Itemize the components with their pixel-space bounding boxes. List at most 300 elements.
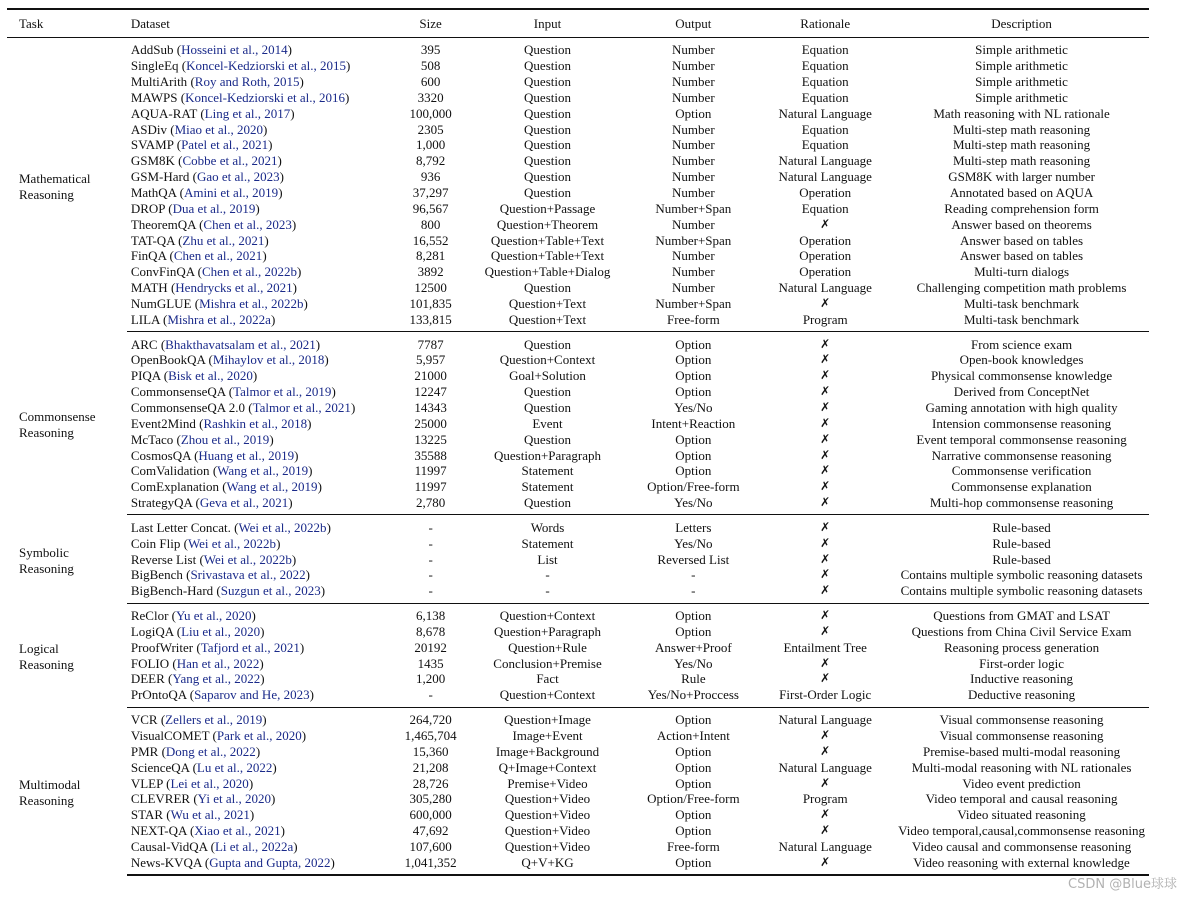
input-cell: Question (465, 495, 631, 515)
citation-link[interactable]: Xiao et al., 2021 (194, 823, 281, 839)
dataset-cell: CommonsenseQA (Talmor et al., 2019) (130, 384, 336, 400)
dataset-name: VLEP (130, 775, 163, 791)
input-cell: Goal+Solution (509, 368, 586, 384)
table-row (7, 105, 1149, 121)
output-cell: Option (675, 463, 712, 479)
rationale-cell: ✗ (820, 519, 831, 534)
citation-link[interactable]: Chen et al., 2021 (173, 248, 263, 264)
dataset-name: MATH (130, 280, 168, 296)
task-group-label: Commonsense Reasoning (19, 409, 96, 441)
table-row (7, 169, 1149, 185)
table-row (7, 264, 1149, 280)
input-cell: Statement (521, 463, 574, 479)
input-cell: Question (524, 336, 571, 352)
description-cell: Math reasoning with NL rationale (933, 105, 1110, 121)
table-row (7, 759, 1149, 775)
citation-link[interactable]: Koncel-Kedziorski et al., 2015 (186, 58, 347, 74)
output-cell: Number (672, 216, 715, 232)
description-cell: Questions from GMAT and LSAT (933, 608, 1110, 624)
dataset-cell: CommonsenseQA 2.0 (Talmor et al., 2021) (130, 399, 356, 415)
size-cell: 96,567 (412, 200, 449, 216)
output-cell: Number+Span (655, 200, 732, 216)
output-cell: Yes/No (674, 655, 713, 671)
table-row (7, 551, 1149, 567)
input-cell: Question+Rule (508, 639, 587, 655)
task-group-label: Mathematical Reasoning (19, 170, 91, 202)
size-cell: 1435 (417, 655, 444, 671)
rationale-cell: ✗ (820, 431, 831, 446)
description-cell: Commonsense explanation (951, 479, 1092, 495)
dataset-name: TAT-QA (130, 232, 175, 248)
dataset-cell: MultiArith (Roy and Roth, 2015) (130, 74, 304, 90)
citation-link[interactable]: Dong et al., 2022 (165, 743, 256, 759)
citation-link[interactable]: Wang et al., 2019 (226, 479, 318, 495)
input-cell: Question+Context (499, 352, 596, 368)
citation-link[interactable]: Yu et al., 2020 (176, 608, 252, 624)
rationale-cell: Operation (799, 248, 852, 264)
rationale-cell: ✗ (820, 415, 831, 430)
output-cell: Option (675, 384, 712, 400)
output-cell: Number (672, 280, 715, 296)
input-cell: Image+Event (512, 728, 583, 744)
description-cell: Video situated reasoning (957, 807, 1086, 823)
description-cell: Open-book knowledges (959, 352, 1084, 368)
output-cell: Yes/No (674, 535, 713, 551)
output-cell: Intent+Reaction (651, 415, 736, 431)
dataset-cell: Reverse List (Wei et al., 2022b) (130, 551, 297, 567)
dataset-cell: DEER (Yang et al., 2022) (130, 671, 265, 687)
citation-link[interactable]: Wei et al., 2022b (187, 535, 277, 551)
output-cell: - (691, 567, 696, 583)
table-row (7, 447, 1149, 463)
description-cell: Simple arithmetic (975, 42, 1068, 58)
dataset-cell: BigBench (Srivastava et al., 2022) (130, 567, 310, 583)
output-cell: Option/Free-form (647, 479, 740, 495)
rationale-cell: ✗ (820, 743, 831, 758)
input-cell: Question (524, 105, 571, 121)
output-cell: Number (672, 248, 715, 264)
rationale-cell: ✗ (820, 368, 831, 383)
task-group-label: Multimodal Reasoning (19, 777, 81, 809)
output-cell: Option (675, 623, 712, 639)
citation-link[interactable]: Talmor et al., 2019 (233, 384, 332, 400)
citation-link[interactable]: Wu et al., 2021 (170, 807, 250, 823)
dataset-cell: PMR (Dong et al., 2022) (130, 743, 261, 759)
task-group-label: Symbolic Reasoning (19, 545, 74, 577)
citation-link[interactable]: Roy and Roth, 2015 (194, 74, 300, 90)
table-row (7, 603, 1149, 623)
dataset-name: McTaco (130, 431, 174, 447)
dataset-cell: StrategyQA (Geva et al., 2021) (127, 495, 397, 515)
table-row (7, 431, 1149, 447)
table-row (7, 400, 1149, 416)
rationale-cell: ✗ (820, 384, 831, 399)
citation-link[interactable]: Amini et al., 2019 (183, 185, 279, 201)
dataset-name: SVAMP (130, 137, 174, 153)
dataset-name: SingleEq (130, 58, 179, 74)
description-cell: Visual commonsense reasoning (939, 712, 1104, 728)
citation-link[interactable]: Tafjord et al., 2021 (200, 639, 300, 655)
rationale-cell: Natural Language (778, 105, 872, 121)
dataset-cell: ProofWriter (Tafjord et al., 2021) (130, 639, 305, 655)
citation-link[interactable]: Bhakthavatsalam et al., 2021 (165, 336, 316, 352)
dataset-name: BigBench-Hard (130, 583, 214, 599)
table-row (7, 311, 1149, 331)
dataset-name: FinQA (130, 248, 167, 264)
citation-link[interactable]: Zellers et al., 2019 (165, 712, 263, 728)
citation-link[interactable]: Koncel-Kedziorski et al., 2016 (185, 89, 346, 105)
output-cell: Action+Intent (656, 728, 730, 744)
rationale-cell: ✗ (820, 352, 831, 367)
dataset-cell: ReClor (Yu et al., 2020) (130, 608, 256, 624)
input-cell: Question+Context (499, 608, 596, 624)
citation-link[interactable]: Huang et al., 2019 (198, 447, 295, 463)
rationale-cell: ✗ (820, 655, 831, 670)
rationale-cell: Program (756, 311, 894, 331)
citation-link[interactable]: Mishra et al., 2022a (167, 311, 271, 327)
size-cell: 264,720 (409, 712, 452, 728)
output-cell: Option (675, 431, 712, 447)
citation-link[interactable]: Suzgun et al., 2023 (220, 583, 321, 599)
rationale-cell: Program (802, 791, 848, 807)
input-cell: Question (524, 74, 571, 90)
citation-link[interactable]: Li et al., 2022a (214, 838, 294, 854)
dataset-name: FOLIO (130, 655, 170, 671)
output-cell: Number+Span (655, 232, 732, 248)
table-row (7, 121, 1149, 137)
description-cell: Answer based on tables (960, 232, 1084, 248)
dataset-cell: News-KVQA (Gupta and Gupta, 2022) (127, 854, 397, 875)
description-cell: Simple arithmetic (975, 89, 1068, 105)
size-cell: 936 (420, 169, 441, 185)
description-cell: Deductive reasoning (894, 687, 1149, 707)
size-cell: - (428, 551, 433, 567)
input-cell: Question+Video (504, 823, 591, 839)
rationale-cell: ✗ (820, 479, 831, 494)
rationale-cell: ✗ (820, 216, 831, 231)
dataset-name: ConvFinQA (130, 264, 195, 280)
input-cell: - (545, 567, 550, 583)
input-cell: Question+Paragraph (494, 623, 601, 639)
size-cell: 1,041,352 (397, 854, 465, 875)
citation-link[interactable]: Lu et al., 2022 (196, 759, 273, 775)
rationale-cell: ✗ (820, 295, 831, 310)
citation-link[interactable]: Hendrycks et al., 2021 (175, 280, 293, 296)
rationale-cell: Natural Language (778, 838, 872, 854)
size-cell: - (397, 583, 465, 603)
dataset-name: PMR (130, 743, 159, 759)
input-cell: Question+Passage (499, 200, 596, 216)
size-cell: 11997 (414, 463, 447, 479)
input-cell: Question+Context (465, 687, 631, 707)
description-cell: Inductive reasoning (970, 671, 1073, 687)
dataset-cell: ComExplanation (Wang et al., 2019) (130, 479, 322, 495)
task-group-label: Logical Reasoning (19, 641, 74, 673)
description-cell: Multi-task benchmark (963, 295, 1080, 311)
output-cell: Option (675, 759, 712, 775)
dataset-name: CommonsenseQA (130, 384, 226, 400)
table-row (7, 185, 1149, 201)
size-cell: 2305 (417, 121, 444, 137)
citation-link[interactable]: Talmor et al., 2021 (252, 399, 351, 415)
output-cell: Option (675, 807, 712, 823)
output-cell: Number (672, 185, 715, 201)
table-row (7, 495, 1149, 515)
description-cell: Rule-based (992, 535, 1051, 551)
citation-link[interactable]: Rashkin et al., 2018 (203, 415, 308, 431)
header-description: Description (894, 9, 1149, 38)
citation-link[interactable]: Park et al., 2020 (216, 728, 302, 744)
dataset-table (7, 8, 1149, 876)
citation-link[interactable]: Cobbe et al., 2021 (182, 153, 278, 169)
output-cell: Answer+Proof (655, 639, 732, 655)
description-cell: Premise-based multi-modal reasoning (923, 743, 1121, 759)
rationale-cell: ✗ (820, 623, 831, 638)
size-cell: 800 (420, 216, 441, 232)
citation-link[interactable]: Dua et al., 2019 (172, 200, 256, 216)
size-cell: 3320 (417, 89, 444, 105)
size-cell: 12500 (414, 280, 447, 296)
header-task: Task (7, 9, 127, 38)
dataset-cell: NEXT-QA (Xiao et al., 2021) (130, 823, 285, 839)
dataset-cell: AddSub (Hosseini et al., 2014) (130, 42, 292, 58)
dataset-name: DROP (130, 200, 166, 216)
table-row (7, 791, 1149, 807)
rationale-cell: Operation (799, 264, 852, 280)
citation-link[interactable]: Mishra et al., 2022b (199, 295, 304, 311)
description-cell: First-order logic (979, 655, 1064, 671)
dataset-cell: ScienceQA (Lu et al., 2022) (130, 759, 277, 775)
input-cell: Question (524, 169, 571, 185)
description-cell: Multi-hop commonsense reasoning (894, 495, 1149, 515)
input-cell: Question (524, 42, 571, 58)
header-input: Input (465, 9, 631, 38)
output-cell: Free-form (667, 838, 720, 854)
citation-link[interactable]: Chen et al., 2022b (202, 264, 297, 280)
citation-link[interactable]: Yang et al., 2022 (172, 671, 261, 687)
dataset-name: TheoremQA (130, 216, 196, 232)
size-cell: 35588 (414, 447, 447, 463)
size-cell: 600 (420, 74, 441, 90)
dataset-cell: TheoremQA (Chen et al., 2023) (130, 216, 297, 232)
citation-link[interactable]: Saparov and He, 2023 (194, 687, 310, 703)
output-cell: Number+Span (655, 295, 732, 311)
size-cell: 1,000 (415, 137, 446, 153)
citation-link[interactable]: Patel et al., 2021 (181, 137, 269, 153)
rationale-cell: ✗ (820, 567, 831, 582)
input-cell: Question+Video (504, 838, 591, 854)
dataset-name: ASDiv (130, 121, 167, 137)
dataset-name: LILA (130, 311, 160, 327)
table-row (7, 707, 1149, 727)
dataset-name: Reverse List (130, 551, 197, 567)
size-cell: 21,208 (412, 759, 449, 775)
dataset-cell: CLEVRER (Yi et al., 2020) (130, 791, 276, 807)
citation-link[interactable]: Han et al., 2022 (176, 655, 260, 671)
table-row (7, 839, 1149, 855)
citation-link[interactable]: Wei et al., 2022b (238, 519, 327, 535)
size-cell: 11997 (414, 479, 447, 495)
rationale-cell: ✗ (820, 463, 831, 478)
output-cell: Letters (675, 519, 712, 535)
dataset-cell: Last Letter Concat. (Wei et al., 2022b) (130, 519, 331, 535)
output-cell: Option (675, 743, 712, 759)
dataset-cell: CosmosQA (Huang et al., 2019) (130, 447, 299, 463)
table-row (7, 515, 1149, 535)
description-cell: Challenging competition math problems (916, 280, 1127, 296)
input-cell: Question (524, 58, 571, 74)
table-row (7, 639, 1149, 655)
rationale-cell: First-Order Logic (756, 687, 894, 707)
dataset-name: AddSub (130, 42, 174, 58)
description-cell: Video reasoning with external knowledge (894, 854, 1149, 875)
output-cell: Number (672, 137, 715, 153)
citation-link[interactable]: Liu et al., 2020 (181, 623, 261, 639)
citation-link[interactable]: Geva et al., 2021 (199, 495, 289, 511)
dataset-cell: FOLIO (Han et al., 2022) (130, 655, 264, 671)
dataset-cell: TAT-QA (Zhu et al., 2021) (130, 232, 269, 248)
description-cell: Multi-step math reasoning (952, 121, 1091, 137)
citation-link[interactable]: Yi et al., 2020 (197, 791, 271, 807)
table-row (7, 352, 1149, 368)
input-cell: Question+Theorem (496, 216, 599, 232)
dataset-cell: Causal-VidQA (Li et al., 2022a) (130, 838, 298, 854)
dataset-name: Last Letter Concat. (130, 519, 231, 535)
input-cell: Question (524, 137, 571, 153)
rationale-cell: Entailment Tree (783, 639, 867, 655)
table-row (7, 232, 1149, 248)
dataset-cell: VisualCOMET (Park et al., 2020) (130, 728, 307, 744)
size-cell: 8,678 (415, 623, 446, 639)
citation-link[interactable]: Wei et al., 2022b (203, 551, 292, 567)
size-cell: - (428, 567, 433, 583)
citation-link[interactable]: Srivastava et al., 2022 (190, 567, 306, 583)
table-row (7, 248, 1149, 264)
table-row (7, 384, 1149, 400)
input-cell: Question+Text (465, 311, 631, 331)
size-cell: 7787 (417, 336, 444, 352)
description-cell: Video event prediction (962, 775, 1081, 791)
citation-link[interactable]: Bisk et al., 2020 (168, 368, 253, 384)
dataset-cell: MAWPS (Koncel-Kedziorski et al., 2016) (130, 89, 350, 105)
rationale-cell: ✗ (820, 535, 831, 550)
dataset-name: CommonsenseQA 2.0 (130, 399, 245, 415)
description-cell: Answer based on tables (960, 248, 1084, 264)
table-row (7, 216, 1149, 232)
input-cell: Question (524, 431, 571, 447)
output-cell: Number (672, 153, 715, 169)
dataset-name: Causal-VidQA (130, 838, 208, 854)
output-cell: Number (672, 169, 715, 185)
dataset-cell: Event2Mind (Rashkin et al., 2018) (130, 415, 312, 431)
input-cell: Question (524, 185, 571, 201)
table-row (7, 90, 1149, 106)
output-cell: Number (672, 264, 715, 280)
size-cell: 13225 (414, 431, 447, 447)
table-row (7, 687, 1149, 707)
description-cell: Reasoning process generation (943, 639, 1100, 655)
dataset-name: CosmosQA (130, 447, 191, 463)
citation-link[interactable]: Lei et al., 2020 (170, 775, 249, 791)
citation-link[interactable]: Chen et al., 2023 (203, 216, 292, 232)
citation-link[interactable]: Ling et al., 2017 (204, 105, 291, 121)
dataset-name: Event2Mind (130, 415, 196, 431)
output-cell: Option (630, 854, 756, 875)
output-cell: Option (675, 336, 712, 352)
table-row (7, 38, 1149, 58)
citation-link[interactable]: Zhu et al., 2021 (182, 232, 265, 248)
description-cell: Contains multiple symbolic reasoning datasets (900, 567, 1143, 583)
citation-link[interactable]: Gupta and Gupta, 2022 (209, 854, 331, 870)
description-cell: Derived from ConceptNet (953, 384, 1090, 400)
table-row (7, 479, 1149, 495)
size-cell: 395 (420, 42, 441, 58)
table-row (7, 153, 1149, 169)
description-cell: Questions from China Civil Service Exam (911, 623, 1132, 639)
rationale-cell: Equation (801, 58, 849, 74)
size-cell: 2,780 (397, 495, 465, 515)
dataset-cell: VLEP (Lei et al., 2020) (130, 775, 254, 791)
citation-link[interactable]: Mihaylov et al., 2018 (212, 352, 325, 368)
dataset-cell: NumGLUE (Mishra et al., 2022b) (130, 295, 308, 311)
description-cell: Multi-modal reasoning with NL rationales (911, 759, 1132, 775)
output-cell: Option (675, 447, 712, 463)
dataset-name: GSM8K (130, 153, 175, 169)
output-cell: Number (672, 89, 715, 105)
rationale-cell: Natural Language (778, 169, 872, 185)
input-cell: Statement (521, 479, 574, 495)
input-cell: Question+Video (504, 807, 591, 823)
input-cell: Q+V+KG (465, 854, 631, 875)
description-cell: Intension commonsense reasoning (932, 415, 1112, 431)
rationale-cell: ✗ (820, 336, 831, 351)
citation-link[interactable]: Hosseini et al., 2014 (181, 42, 288, 58)
dataset-name: Coin Flip (130, 535, 181, 551)
rationale-cell: Natural Language (778, 759, 872, 775)
size-cell: 1,465,704 (404, 728, 457, 744)
dataset-name: NEXT-QA (130, 823, 187, 839)
description-cell: Rule-based (992, 551, 1051, 567)
table-row (7, 200, 1149, 216)
input-cell: Question (524, 153, 571, 169)
citation-link[interactable]: Gao et al., 2023 (196, 169, 280, 185)
citation-link[interactable]: Miao et al., 2020 (174, 121, 264, 137)
rationale-cell: ✗ (820, 728, 831, 743)
dataset-cell: ConvFinQA (Chen et al., 2022b) (130, 264, 302, 280)
input-cell: List (537, 551, 558, 567)
rationale-cell: Equation (801, 74, 849, 90)
description-cell: From science exam (971, 336, 1073, 352)
input-cell: Statement (521, 535, 574, 551)
rationale-cell: Natural Language (778, 153, 872, 169)
description-cell: Multi-turn dialogs (974, 264, 1070, 280)
dataset-name: ComValidation (130, 463, 210, 479)
dataset-cell: McTaco (Zhou et al., 2019) (130, 431, 274, 447)
size-cell: 16,552 (412, 232, 449, 248)
table-row (7, 583, 1149, 603)
dataset-cell: Coin Flip (Wei et al., 2022b) (130, 535, 281, 551)
output-cell: Number (672, 121, 715, 137)
dataset-cell: AQUA-RAT (Ling et al., 2017) (130, 105, 295, 121)
output-cell: Option (675, 775, 712, 791)
description-cell: Annotated based on AQUA (949, 185, 1094, 201)
citation-link[interactable]: Wang et al., 2019 (217, 463, 309, 479)
citation-link[interactable]: Zhou et al., 2019 (180, 431, 270, 447)
input-cell: Question+Table+Text (490, 232, 605, 248)
output-cell: Yes/No+Proccess (630, 687, 756, 707)
header-row (7, 9, 1149, 38)
size-cell: 5,957 (415, 352, 446, 368)
